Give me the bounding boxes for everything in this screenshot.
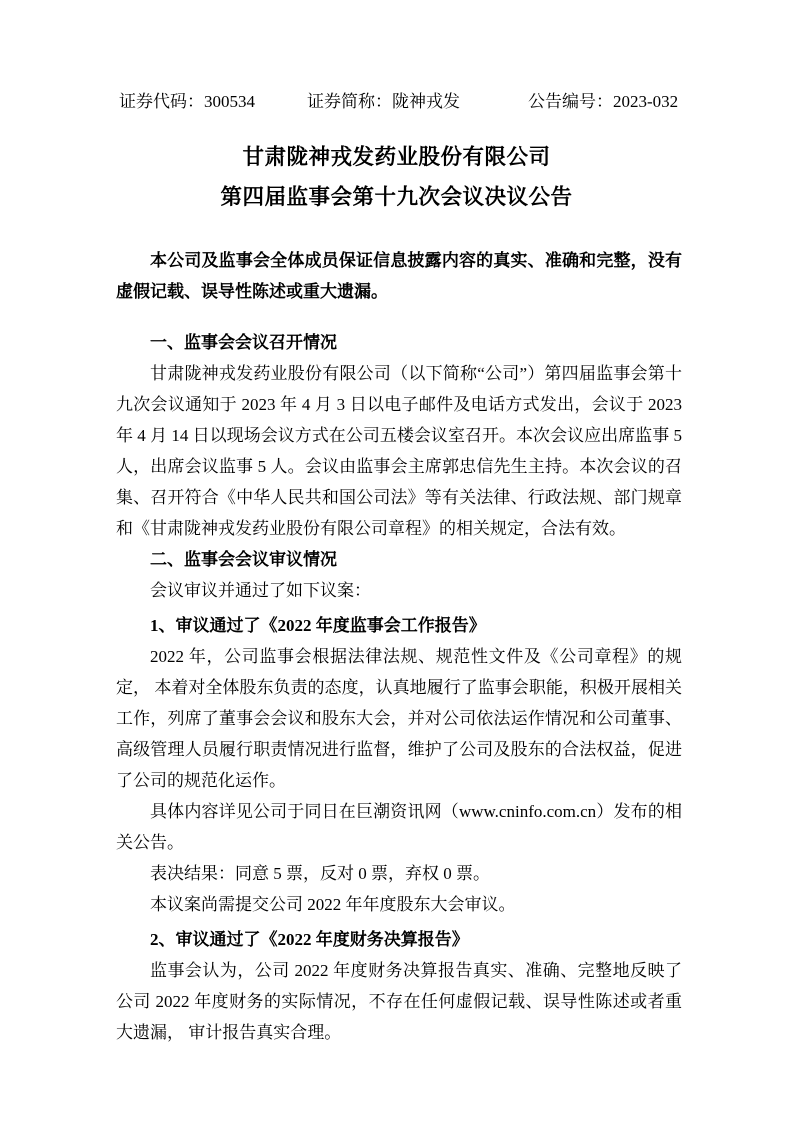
stock-short-name-label: 证券简称：陇神戎发	[307, 92, 460, 111]
document-title	[0, 137, 793, 217]
section1-paragraph: 甘肃陇神戎发药业股份有限公司（以下简称“公司”）第四届监事会第十九次会议通知于 2023 年 4 月 3 日以电子邮件及电话方式发出，会议于 2023 年 4 月 14 日以现场会议方式在公司五楼会议室召开。本次会议应出席监事 5 人，出席会议监事 5 人。会议由监事会主席郭忠信先生主持。本次会议的召集、召开符合《中华人民共和国公司法》等有关法律、行政法规、部门规章和《甘肃陇神戎发药业股份有限公司章程》的相关规定，合法有效。	[116, 364, 682, 538]
document-meta-row	[0, 90, 793, 116]
stock-code-label: 证券代码：300534	[119, 92, 255, 111]
section1-heading: 一、监事会会议召开情况	[150, 333, 337, 352]
item2-heading: 2、审议通过了《2022 年度财务决算报告》	[150, 930, 469, 949]
meeting-resolution-title-line: 第四届监事会第十九次会议决议公告	[220, 185, 573, 209]
disclosure-statement: 本公司及监事会全体成员保证信息披露内容的真实、准确和完整，没有虚假记载、误导性陈述或重大遗漏。	[116, 251, 682, 301]
document-body	[116, 327, 682, 1048]
item1-vote-result: 表决结果：同意 5 票，反对 0 票，弃权 0 票。	[150, 864, 490, 883]
item1-paragraph-1: 2022 年，公司监事会根据法律法规、规范性文件及《公司章程》的规定， 本着对全体股东负责的态度，认真地履行了监事会职能，积极开展相关工作，列席了董事会会议和股东大会，并对公司依法运作情况和公司董事、高级管理人员履行职责情况进行监督，维护了公司及股东的合法权益，促进了公司的规范化运作。	[116, 647, 682, 790]
item1-paragraph-2: 具体内容详见公司于同日在巨潮资讯网（www.cninfo.com.cn）发布的相关公告。	[116, 802, 682, 852]
item2-paragraph: 监事会认为，公司 2022 年度财务决算报告真实、准确、完整地反映了公司 2022 年度财务的实际情况，不存在任何虚假记载、误导性陈述或者重大遗漏， 审计报告真实合理。	[116, 961, 682, 1042]
item1-heading: 1、审议通过了《2022 年度监事会工作报告》	[150, 616, 486, 635]
announcement-number-label: 公告编号：2023-032	[528, 92, 679, 111]
section2-heading: 二、监事会会议审议情况	[150, 550, 337, 569]
company-name-title-line: 甘肃陇神戎发药业股份有限公司	[242, 145, 551, 169]
item1-note: 本议案尚需提交公司 2022 年年度股东大会审议。	[150, 895, 516, 914]
section2-intro: 会议审议并通过了如下议案：	[150, 581, 371, 600]
